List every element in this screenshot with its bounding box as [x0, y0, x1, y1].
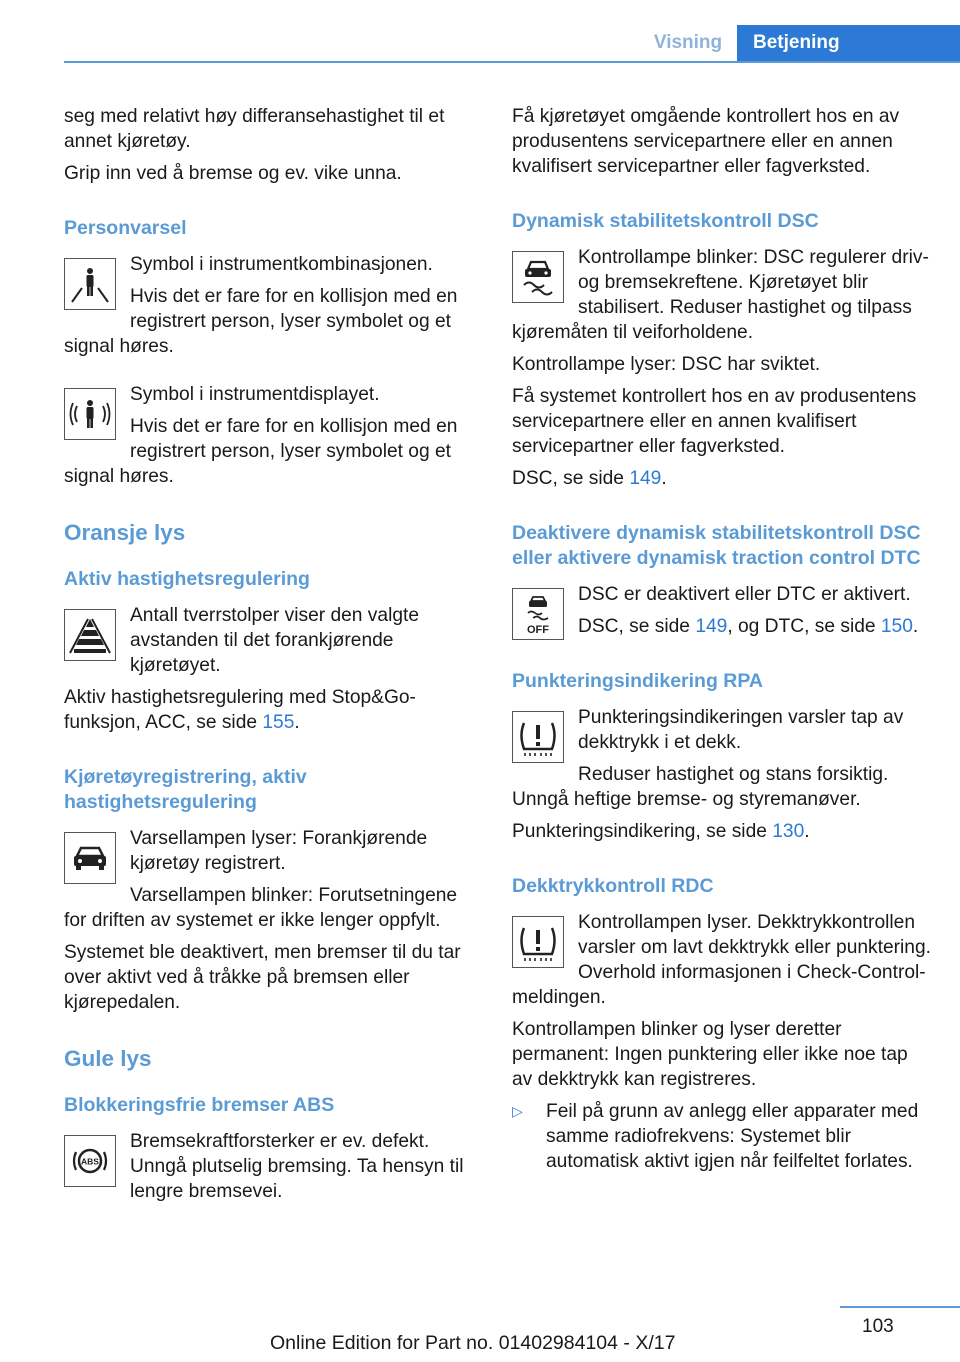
paragraph: Systemet ble deaktivert, men bremser til du tar over aktivt ved å tråkke på bremsen eller kjørepedalen.: [64, 942, 461, 1013]
tire-pressure-icon: [512, 916, 564, 968]
paragraph: Aktiv hastighetsregulering med Stop&Go-funksjon, ACC, se side 155.: [64, 687, 416, 733]
page-link[interactable]: 149: [695, 616, 728, 637]
paragraph: DSC er deaktivert eller DTC er aktivert.: [578, 584, 911, 605]
paragraph: DSC, se side 149.: [512, 468, 667, 489]
section-heading-rdc: Dekktrykkontroll RDC: [512, 875, 714, 897]
section-heading-gule-lys: Gule lys: [64, 1046, 152, 1071]
triangle-bullet-icon: ▷: [512, 1103, 523, 1119]
paragraph: Bremsekraftforsterker er ev. defekt. Unngå plutselig bremsing. Ta hensyn til lengre bremsevei.: [130, 1131, 464, 1202]
paragraph: Hvis det er fare for en kollisjon med en registrert person, lyser symbolet og et signal høres.: [64, 416, 458, 487]
paragraph: Symbol i instrumentdisplayet.: [130, 384, 380, 405]
section-heading-aktiv-hastighetsregulering: Aktiv hastighetsregulering: [64, 568, 310, 590]
page-link[interactable]: 150: [880, 616, 913, 637]
pedestrian-signal-icon: [64, 388, 116, 440]
paragraph: Reduser hastighet og stans forsiktig. Unngå heftige bremse- og styremanøver.: [512, 764, 889, 810]
left-column: [64, 104, 480, 1211]
section-heading-dsc: Dynamisk stabilitetskontroll DSC: [512, 210, 819, 232]
page-link[interactable]: 155: [262, 712, 295, 733]
section-heading-kjoretoyregistrering: Kjøretøyregistrering, aktiv hastighetsregulering: [64, 766, 307, 813]
page-link[interactable]: 130: [772, 821, 805, 842]
paragraph: Kontrollampen blinker og lyser deretter permanent: Ingen punktering eller ikke noe tap av dekktrykk kan registreres.: [512, 1019, 908, 1090]
dsc-off-icon: [512, 588, 564, 640]
distance-bars-icon: [64, 609, 116, 661]
abs-warning-icon: [64, 1135, 116, 1187]
dsc-icon: [512, 251, 564, 303]
header-tab-betjening[interactable]: Betjening: [737, 25, 960, 61]
paragraph: Kontrollampe lyser: DSC har sviktet.: [512, 354, 821, 375]
section-heading-rpa: Punkteringsindikering RPA: [512, 670, 764, 692]
edition-note: Online Edition for Part no. 01402984104 - X/17: [270, 1332, 676, 1354]
paragraph: seg med relativt høy differansehastighet til et annet kjøretøy.: [64, 106, 445, 152]
paragraph: Antall tverrstolper viser den valgte avstanden til det forankjørende kjøretøyet.: [130, 605, 420, 676]
page-link[interactable]: 149: [629, 468, 662, 489]
paragraph: Varsellampen blinker: Forutsetningene for driften av systemet er ikke lenger oppfylt.: [64, 885, 458, 931]
paragraph: Punkteringsindikering, se side 130.: [512, 821, 810, 842]
paragraph: Punkteringsindikeringen varsler tap av dekktrykk i et dekk.: [578, 707, 904, 753]
paragraph: Varsellampen lyser: Forankjørende kjøretøy registrert.: [130, 828, 428, 874]
paragraph: Hvis det er fare for en kollisjon med en registrert person, lyser symbolet og et signal høres.: [64, 286, 458, 357]
paragraph: Kontrollampe blinker: DSC regulerer driv- og bremsekreftene. Kjøretøyet blir stabilisert. Reduser hastighet og tilpass kjøremåten til veiforholdene.: [512, 247, 929, 343]
pedestrian-warning-icon: [64, 258, 116, 310]
off-label: OFF: [527, 624, 549, 636]
paragraph: Symbol i instrumentkombinasjonen.: [130, 254, 433, 275]
section-heading-abs: Blokkeringsfrie bremser ABS: [64, 1094, 335, 1116]
header-tab-visning[interactable]: Visning: [653, 32, 723, 53]
paragraph: Grip inn ved å bremse og ev. vike unna.: [64, 163, 402, 184]
right-column: [512, 104, 932, 1181]
header-rule: [64, 61, 960, 63]
paragraph: Få systemet kontrollert hos en av produsentens servicepartnere eller en annen kvalifisert servicepartner eller fagverksted.: [512, 386, 917, 457]
vehicle-detected-icon: [64, 832, 116, 884]
paragraph: Få kjøretøyet omgående kontrollert hos en av produsentens servicepartnere eller en annen kvalifisert servicepartner eller fagverksted.: [512, 106, 900, 177]
page-number: 103: [862, 1316, 894, 1337]
paragraph: DSC, se side 149, og DTC, se side 150.: [578, 616, 919, 637]
list-item: ▷ Feil på grunn av anlegg eller apparater med samme radiofrekvens: Systemet blir automatisk aktivt igjen når feilfeltet forlates.: [512, 1101, 919, 1172]
section-heading-oransje-lys: Oransje lys: [64, 520, 186, 545]
footer-rule: [840, 1306, 960, 1308]
section-heading-personvarsel: Personvarsel: [64, 217, 187, 239]
section-heading-dtc: Deaktivere dynamisk stabilitetskontroll DSC eller aktivere dynamisk traction control DTC: [512, 522, 921, 569]
svg-text:ABS: ABS: [81, 1156, 99, 1167]
paragraph: Kontrollampen lyser. Dekktrykkontrollen varsler om lavt dekktrykk eller punktering. Overhold informasjonen i Check-Control-meldingen.: [512, 912, 931, 1008]
tire-warning-icon: [512, 711, 564, 763]
